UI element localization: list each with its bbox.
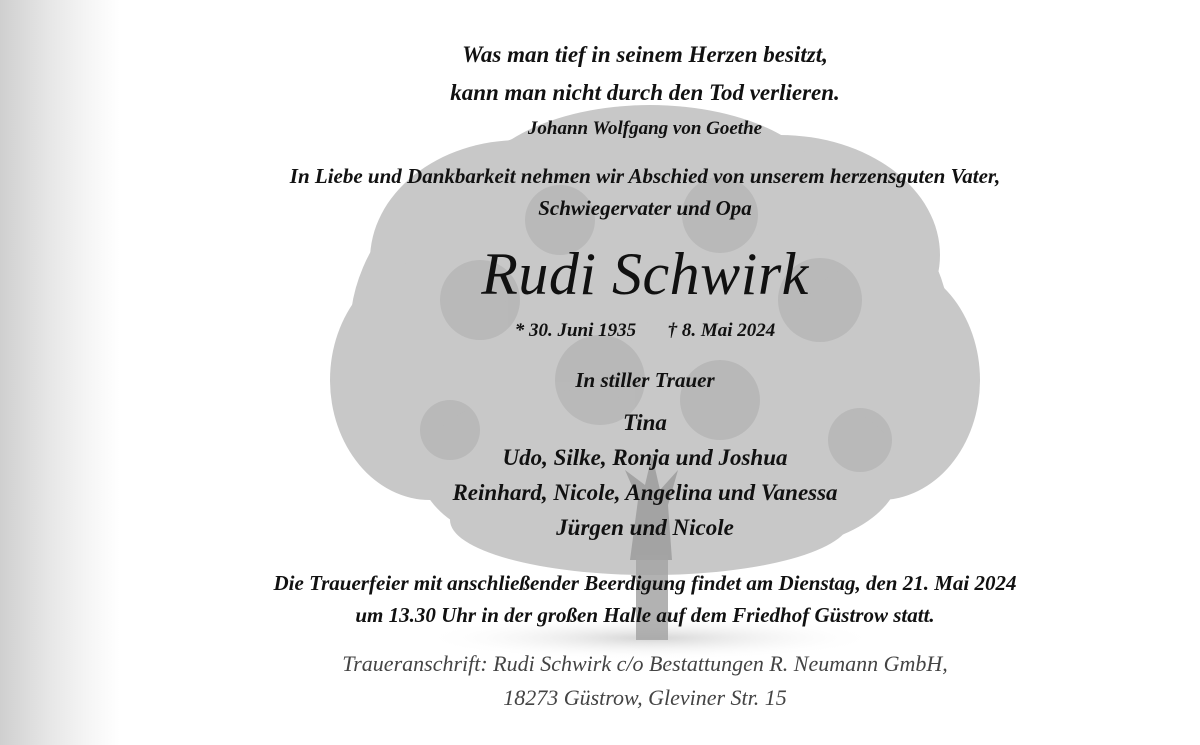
mourning-heading: In stiller Trauer: [575, 368, 715, 392]
quote-author: Johann Wolfgang von Goethe: [527, 118, 763, 139]
mourner-name: Jürgen und Nicole: [556, 515, 734, 540]
mourner-name: Reinhard, Nicole, Angelina und Vanessa: [452, 480, 838, 505]
obituary-notice: [140, 0, 1150, 745]
address-line-1: Traueranschrift: Rudi Schwirk c/o Bestattungen R. Neumann GmbH,: [342, 651, 948, 676]
birth-date: * 30. Juni 1935: [514, 320, 637, 341]
service-line-2: um 13.30 Uhr in der großen Halle auf dem Friedhof Güstrow statt.: [355, 603, 935, 627]
mourner-name: Udo, Silke, Ronja und Joshua: [502, 445, 788, 470]
mourner-name: Tina: [623, 410, 667, 435]
death-date: † 8. Mai 2024: [667, 320, 776, 341]
quote-line-1: Was man tief in seinem Herzen besitzt,: [462, 42, 828, 67]
intro-line-1: In Liebe und Dankbarkeit nehmen wir Abschied von unserem herzensguten Vater,: [289, 164, 1001, 188]
intro-line-2: Schwiegervater und Opa: [538, 196, 752, 220]
quote-line-2: kann man nicht durch den Tod verlieren.: [450, 80, 840, 105]
service-line-1: Die Trauerfeier mit anschließender Beerdigung findet am Dienstag, den 21. Mai 2024: [273, 571, 1017, 595]
address-line-2: 18273 Güstrow, Gleviner Str. 15: [503, 685, 787, 710]
life-dates: [140, 320, 1150, 342]
deceased-name: Rudi Schwirk: [481, 241, 809, 307]
